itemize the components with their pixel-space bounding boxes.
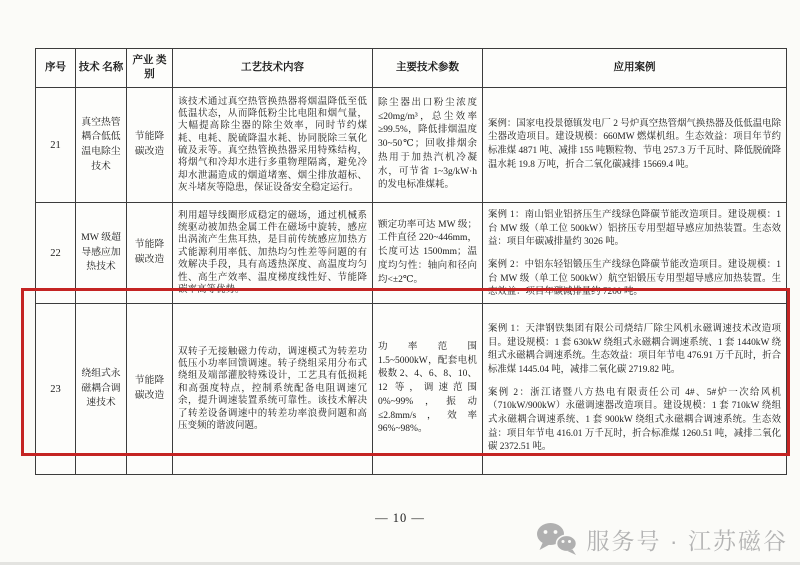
- application-cases: [483, 304, 787, 475]
- table-header-row: [36, 49, 787, 88]
- watermark: [536, 522, 788, 557]
- header-main-parameters: 主要技术参数: [373, 49, 483, 88]
- process-content-text: 双转子无接触磁力传动，调速模式为转差功低压小功率回馈调速。转子绕组采用分布式绕组及端部灌胶特殊设计，工艺具有低损耗和高强度特点，控制系统配备电阻调速冗余，提升调速装置系统可靠性。该技术解决了转差设备调速中的转差功率浪费问题和高压变频的谐波问题。: [178, 346, 367, 431]
- wechat-icon: [536, 522, 578, 557]
- process-content-text: 该技术通过真空热管换热器将烟温降低至低低温状态，从而降低粉尘比电阻和烟气量，大幅提高除尘器的除尘效率，同时节约煤耗、电耗、脱硫降温水耗、协同脱除三氧化硫及汞等。真空热管换热器采用特殊结构，将烟气和冷却水进行多重物理隔离，避免冷却水泄漏造成的烟道堵塞、烟尘排放超标、灰斗堵灰等隐患，保证设备安全稳定运行。: [178, 96, 367, 194]
- industry-category: 节能降碳改造: [127, 88, 173, 203]
- tech-name: 绕组式永磁耦合调速技术: [76, 304, 127, 475]
- serial-no: 23: [36, 304, 76, 475]
- case-paragraph: 案例 2：中铝东轻铝锻压生产线绿色降碳节能改造项目。建设规模：1 台 MW 级（单工位 500kW）航空铝锻压专用型超导感应加热装置。生态效益：项目年碳减排量约 7200 吨。: [488, 259, 781, 297]
- watermark-text: 服务号 · 江苏磁谷: [586, 528, 788, 554]
- header-tech-name: 技术 名称: [76, 49, 127, 88]
- header-process-content: 工艺技术内容: [173, 49, 373, 88]
- page-number: — 10 —: [375, 511, 425, 525]
- tech-name: MW 级超导感应加热技术: [76, 203, 127, 304]
- main-parameters-text: 额定功率可达 MW 级；工件直径 220~446mm，长度可达 1500mm；温度均匀性：轴向和径向均<±2℃。: [378, 219, 477, 285]
- header-industry-category: 产业 类别: [127, 49, 173, 88]
- tech-name: 真空热管耦合低低温电除尘技术: [76, 88, 127, 203]
- industry-category: 节能降碳改造: [127, 304, 173, 475]
- case-paragraph: 案例 1：南山铝业铝挤压生产线绿色降碳节能改造项目。建设规模：1 台 MW 级（单工位 500kW）铝挤压专用型超导感应加热装置。生态效益：项目年碳减排量约 3026 吨。: [488, 210, 781, 248]
- application-cases: [483, 88, 787, 203]
- header-application-cases: 应用案例: [483, 49, 787, 88]
- application-cases: [483, 203, 787, 304]
- process-content: [173, 203, 373, 304]
- header-serial-no: 序号: [36, 49, 76, 88]
- main-parameters-text: 除尘器出口粉尘浓度≤20mg/m³，总尘效率≥99.5%，降低排烟温度 30~50℃；回收排烟余热用于加热汽机冷凝水，可节省 1~3g/kW·h 的发电标准煤耗。: [378, 97, 477, 191]
- process-content: [173, 88, 373, 203]
- process-content-text: 利用超导线圈形成稳定的磁场，通过机械系统驱动被加热金属工件在磁场中旋转，感应出涡流产生焦耳热，是目前传统感应加热方式能源利用率低、加热均匀性差等问题的有效解决手段，具有高透热深度、高温度均匀性、高生产效率、温度梯度线性好、节能降碳率高等优势。: [178, 210, 367, 295]
- technology-table: [35, 48, 787, 475]
- main-parameters: [373, 88, 483, 203]
- main-parameters-text: 功率范围 1.5~5000kW，配套电机极数 2、4、6、8、10、12 等，调速范围 0%~99%，振动≤2.8mm/s，效率 96%~98%。: [378, 341, 477, 435]
- industry-category: 节能降碳改造: [127, 203, 173, 304]
- serial-no: 21: [36, 88, 76, 203]
- case-paragraph: 案例 1：天津钢铁集团有限公司烧结厂除尘风机永磁调速技术改造项目。建设规模：1 套 630kW 绕组式永磁耦合调速系统、1 套 1440kW 绕组式永磁耦合调速系统。生态效益：项目年节电 476.91 万千瓦时，折合标准煤 1445.04 吨，减排二氧化碳 2719.82 吨。: [488, 324, 781, 376]
- main-parameters: [373, 203, 483, 304]
- table-row-highlighted: [36, 304, 787, 475]
- table-row: [36, 88, 787, 203]
- main-parameters: [373, 304, 483, 475]
- serial-no: 22: [36, 203, 76, 304]
- table-row: [36, 203, 787, 304]
- case-paragraph: 案例：国家电投景德镇发电厂 2 号炉真空热管烟气换热器及低低温电除尘器改造项目。建设规模：660MW 燃煤机组。生态效益：项目年节约标准煤 4871 吨、减排 155 吨颗粒物、节电 257.3 万千瓦时、降低脱硫降温水耗 19.8 万吨，折合二氧化碳减排 15669.4 吨。: [488, 118, 781, 170]
- case-paragraph: 案例 2：浙江诸暨八方热电有限责任公司 4#、5#炉一次给风机（710kW/900kW）永磁调速器改造项目。建设规模：1 套 710kW 绕组式永磁耦合调速系统、1 套 900kW 绕组式永磁耦合调速系统。生态效益：项目年节电 416.01 万千瓦时，折合标准煤 1260.51 吨，减排二氧化碳 2372.51 吨。: [488, 387, 781, 453]
- process-content: [173, 304, 373, 475]
